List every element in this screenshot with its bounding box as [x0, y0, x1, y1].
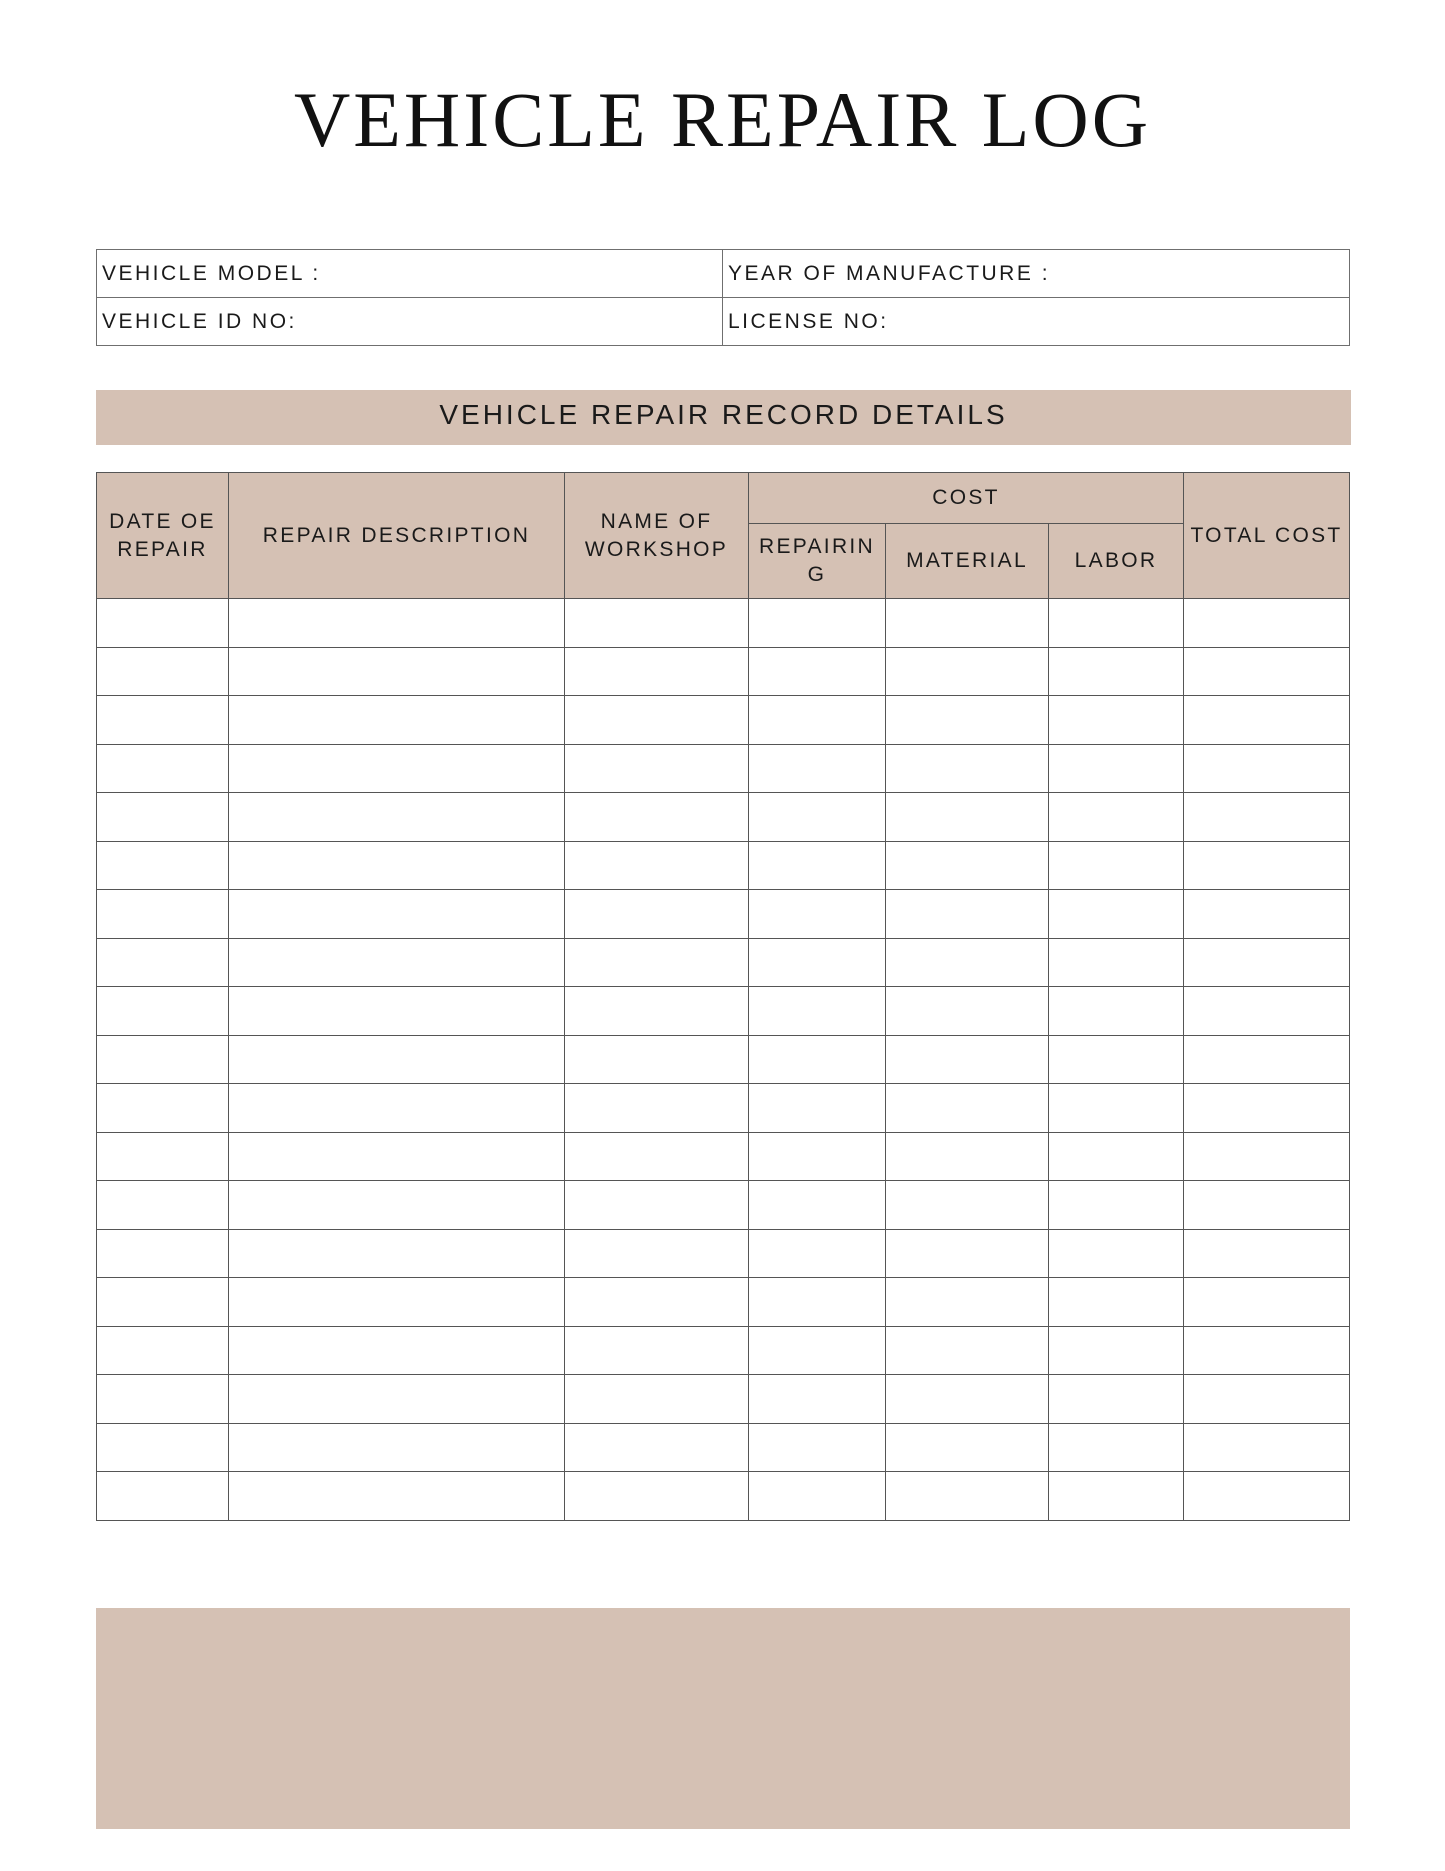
cell-labor[interactable] — [1049, 793, 1184, 842]
cell-repairing[interactable] — [749, 938, 886, 987]
cell-repairing[interactable] — [749, 647, 886, 696]
cell-date[interactable] — [97, 1472, 229, 1521]
cell-total[interactable] — [1184, 1472, 1350, 1521]
cell-date[interactable] — [97, 1084, 229, 1133]
cell-total[interactable] — [1184, 890, 1350, 939]
cell-description[interactable] — [229, 841, 565, 890]
cell-repairing[interactable] — [749, 1084, 886, 1133]
cell-description[interactable] — [229, 938, 565, 987]
cell-total[interactable] — [1184, 987, 1350, 1036]
cell-date[interactable] — [97, 647, 229, 696]
cell-repairing[interactable] — [749, 1132, 886, 1181]
cell-labor[interactable] — [1049, 1084, 1184, 1133]
cell-labor[interactable] — [1049, 841, 1184, 890]
cell-date[interactable] — [97, 1375, 229, 1424]
cell-description[interactable] — [229, 1472, 565, 1521]
table-row — [97, 696, 1350, 745]
column-header-date: DATE OE REPAIR — [97, 473, 229, 599]
cell-repairing[interactable] — [749, 890, 886, 939]
cell-repairing[interactable] — [749, 1035, 886, 1084]
cell-labor[interactable] — [1049, 1472, 1184, 1521]
cell-total[interactable] — [1184, 793, 1350, 842]
cell-description[interactable] — [229, 744, 565, 793]
cell-labor[interactable] — [1049, 1375, 1184, 1424]
cell-material[interactable] — [886, 696, 1049, 745]
table-row — [97, 1326, 1350, 1375]
cell-labor[interactable] — [1049, 890, 1184, 939]
cell-workshop[interactable] — [565, 1278, 749, 1327]
cell-labor[interactable] — [1049, 987, 1184, 1036]
cell-repairing[interactable] — [749, 1181, 886, 1230]
cell-date[interactable] — [97, 1278, 229, 1327]
cell-description[interactable] — [229, 1181, 565, 1230]
table-row — [97, 599, 1350, 648]
table-row — [97, 890, 1350, 939]
cell-labor[interactable] — [1049, 1278, 1184, 1327]
repair-log-body — [97, 599, 1350, 1521]
cell-workshop[interactable] — [565, 1472, 749, 1521]
cell-description[interactable] — [229, 647, 565, 696]
cell-date[interactable] — [97, 696, 229, 745]
cell-material[interactable] — [886, 1181, 1049, 1230]
cell-total[interactable] — [1184, 1229, 1350, 1278]
cell-date[interactable] — [97, 1229, 229, 1278]
cell-material[interactable] — [886, 1035, 1049, 1084]
table-row — [97, 744, 1350, 793]
year-of-manufacture-field[interactable]: YEAR OF MANUFACTURE : — [723, 250, 1350, 298]
table-row — [97, 647, 1350, 696]
cell-date[interactable] — [97, 1132, 229, 1181]
cell-date[interactable] — [97, 841, 229, 890]
cell-labor[interactable] — [1049, 1035, 1184, 1084]
vehicle-info-table — [96, 249, 1350, 346]
repair-log-table — [96, 472, 1350, 1521]
table-row — [97, 1423, 1350, 1472]
cell-material[interactable] — [886, 1278, 1049, 1327]
cell-workshop[interactable] — [565, 744, 749, 793]
cell-repairing[interactable] — [749, 696, 886, 745]
cell-material[interactable] — [886, 1084, 1049, 1133]
table-row — [97, 1472, 1350, 1521]
column-header-description: REPAIR DESCRIPTION — [229, 473, 565, 599]
cell-repairing[interactable] — [749, 1375, 886, 1424]
cell-material[interactable] — [886, 890, 1049, 939]
cell-repairing[interactable] — [749, 1472, 886, 1521]
cell-repairing[interactable] — [749, 599, 886, 648]
cell-description[interactable] — [229, 696, 565, 745]
cell-material[interactable] — [886, 793, 1049, 842]
cell-total[interactable] — [1184, 1326, 1350, 1375]
cell-description[interactable] — [229, 1084, 565, 1133]
notes-area[interactable] — [96, 1608, 1350, 1829]
cell-date[interactable] — [97, 890, 229, 939]
cell-material[interactable] — [886, 938, 1049, 987]
cell-date[interactable] — [97, 938, 229, 987]
cell-description[interactable] — [229, 1035, 565, 1084]
cell-date[interactable] — [97, 599, 229, 648]
cell-repairing[interactable] — [749, 793, 886, 842]
cell-date[interactable] — [97, 1423, 229, 1472]
cell-material[interactable] — [886, 1132, 1049, 1181]
vehicle-id-field[interactable]: VEHICLE ID NO: — [97, 298, 723, 346]
cell-repairing[interactable] — [749, 1278, 886, 1327]
cell-description[interactable] — [229, 793, 565, 842]
cell-description[interactable] — [229, 1132, 565, 1181]
table-row — [97, 1375, 1350, 1424]
cell-date[interactable] — [97, 987, 229, 1036]
cell-date[interactable] — [97, 793, 229, 842]
cell-total[interactable] — [1184, 1084, 1350, 1133]
table-row — [97, 1229, 1350, 1278]
page-title: VEHICLE REPAIR LOG — [293, 76, 1152, 163]
cell-material[interactable] — [886, 1326, 1049, 1375]
cell-workshop[interactable] — [565, 1229, 749, 1278]
cell-workshop[interactable] — [565, 938, 749, 987]
cell-material[interactable] — [886, 1472, 1049, 1521]
cell-date[interactable] — [97, 1181, 229, 1230]
cell-material[interactable] — [886, 647, 1049, 696]
cell-total[interactable] — [1184, 696, 1350, 745]
cell-labor[interactable] — [1049, 1423, 1184, 1472]
table-row — [97, 1132, 1350, 1181]
cell-material[interactable] — [886, 1375, 1049, 1424]
cell-workshop[interactable] — [565, 1035, 749, 1084]
cell-workshop[interactable] — [565, 696, 749, 745]
cell-description[interactable] — [229, 1326, 565, 1375]
table-row — [97, 841, 1350, 890]
cell-workshop[interactable] — [565, 1375, 749, 1424]
cell-workshop[interactable] — [565, 793, 749, 842]
cell-workshop[interactable] — [565, 1326, 749, 1375]
table-row — [97, 1035, 1350, 1084]
cell-labor[interactable] — [1049, 1229, 1184, 1278]
cell-workshop[interactable] — [565, 1423, 749, 1472]
column-header-cost: COST — [749, 473, 1184, 524]
cell-material[interactable] — [886, 1423, 1049, 1472]
cell-total[interactable] — [1184, 1375, 1350, 1424]
cell-total[interactable] — [1184, 1132, 1350, 1181]
table-row — [97, 987, 1350, 1036]
cell-labor[interactable] — [1049, 1132, 1184, 1181]
cell-total[interactable] — [1184, 1278, 1350, 1327]
table-row — [97, 1278, 1350, 1327]
cell-total[interactable] — [1184, 1035, 1350, 1084]
cell-repairing[interactable] — [749, 1326, 886, 1375]
cell-material[interactable] — [886, 1229, 1049, 1278]
cell-description[interactable] — [229, 1229, 565, 1278]
cell-repairing[interactable] — [749, 1423, 886, 1472]
cell-description[interactable] — [229, 599, 565, 648]
cell-material[interactable] — [886, 599, 1049, 648]
cell-workshop[interactable] — [565, 647, 749, 696]
cell-repairing[interactable] — [749, 841, 886, 890]
cell-description[interactable] — [229, 1375, 565, 1424]
cell-date[interactable] — [97, 1326, 229, 1375]
cell-repairing[interactable] — [749, 987, 886, 1036]
column-header-total-cost: TOTAL COST — [1184, 473, 1350, 599]
license-no-field[interactable]: LICENSE NO: — [723, 298, 1350, 346]
cell-total[interactable] — [1184, 647, 1350, 696]
column-header-material: MATERIAL — [886, 524, 1049, 599]
cell-workshop[interactable] — [565, 1132, 749, 1181]
column-header-workshop: NAME OF WORKSHOP — [565, 473, 749, 599]
cell-workshop[interactable] — [565, 599, 749, 648]
cell-labor[interactable] — [1049, 696, 1184, 745]
cell-description[interactable] — [229, 890, 565, 939]
table-row — [97, 793, 1350, 842]
column-header-labor: LABOR — [1049, 524, 1184, 599]
cell-total[interactable] — [1184, 599, 1350, 648]
cell-date[interactable] — [97, 1035, 229, 1084]
cell-repairing[interactable] — [749, 1229, 886, 1278]
table-row — [97, 1084, 1350, 1133]
cell-total[interactable] — [1184, 744, 1350, 793]
cell-labor[interactable] — [1049, 599, 1184, 648]
cell-workshop[interactable] — [565, 841, 749, 890]
vehicle-model-field[interactable]: VEHICLE MODEL : — [97, 250, 723, 298]
cell-labor[interactable] — [1049, 647, 1184, 696]
cell-total[interactable] — [1184, 1181, 1350, 1230]
cell-date[interactable] — [97, 744, 229, 793]
table-row — [97, 938, 1350, 987]
cell-labor[interactable] — [1049, 938, 1184, 987]
section-title: VEHICLE REPAIR RECORD DETAILS — [96, 390, 1351, 445]
cell-total[interactable] — [1184, 938, 1350, 987]
table-row — [97, 1181, 1350, 1230]
column-header-repairing: REPAIRING — [749, 524, 886, 599]
cell-workshop[interactable] — [565, 890, 749, 939]
cell-repairing[interactable] — [749, 744, 886, 793]
cell-material[interactable] — [886, 744, 1049, 793]
cell-material[interactable] — [886, 987, 1049, 1036]
cell-description[interactable] — [229, 1278, 565, 1327]
cell-description[interactable] — [229, 987, 565, 1036]
cell-labor[interactable] — [1049, 744, 1184, 793]
cell-total[interactable] — [1184, 841, 1350, 890]
cell-material[interactable] — [886, 841, 1049, 890]
cell-workshop[interactable] — [565, 1084, 749, 1133]
cell-workshop[interactable] — [565, 987, 749, 1036]
cell-workshop[interactable] — [565, 1181, 749, 1230]
cell-description[interactable] — [229, 1423, 565, 1472]
cell-labor[interactable] — [1049, 1326, 1184, 1375]
cell-labor[interactable] — [1049, 1181, 1184, 1230]
cell-total[interactable] — [1184, 1423, 1350, 1472]
